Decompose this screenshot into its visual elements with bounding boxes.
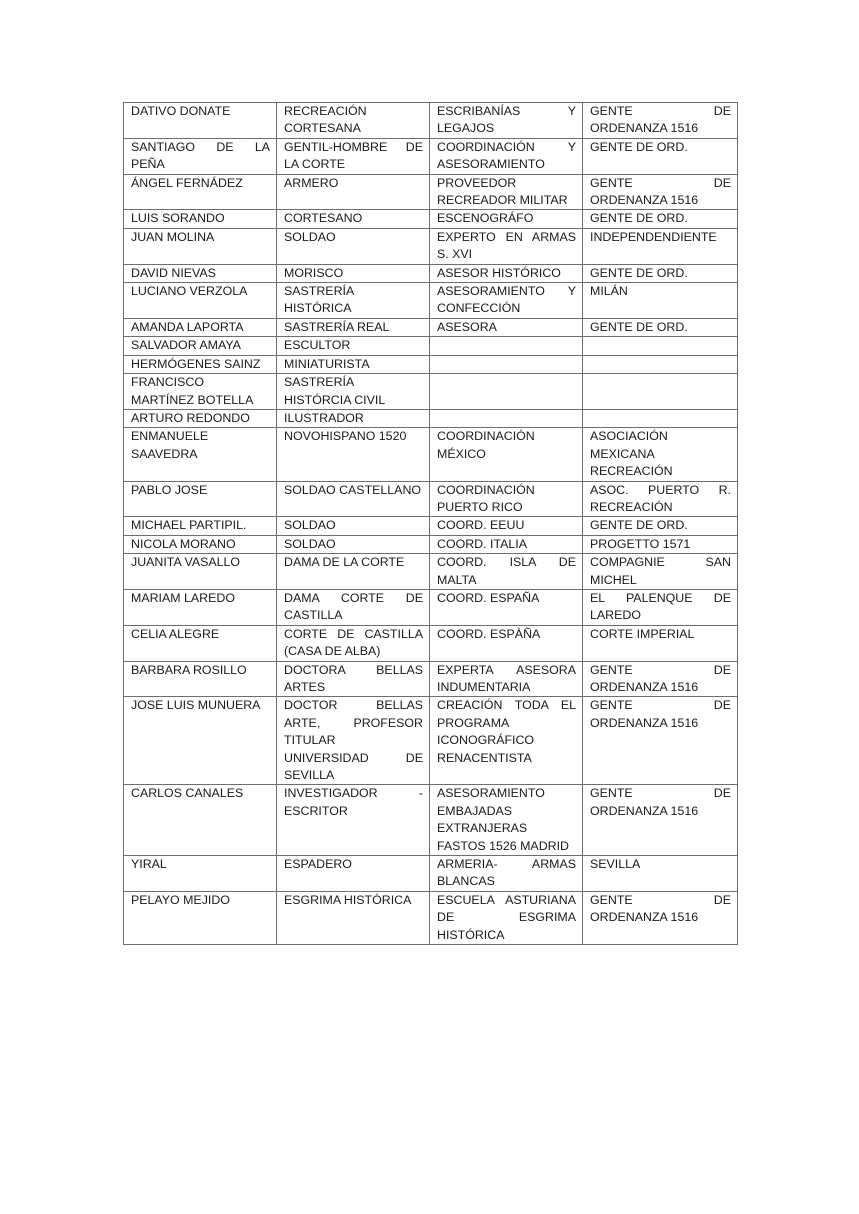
cell-group: GENTE DE ORDENANZA 1516 — [583, 661, 738, 697]
cell-function: ASESORA — [430, 318, 583, 336]
cell-name: YIRAL — [124, 856, 277, 892]
cell-name: NICOLA MORANO — [124, 535, 277, 553]
cell-function: CREACIÓN TODA EL PROGRAMA ICONOGRÁFICO RENACENTISTA — [430, 697, 583, 785]
cell-role: MORISCO — [277, 264, 430, 282]
table-row — [124, 481, 738, 517]
cell-role: INVESTIGADOR - ESCRITOR — [277, 785, 430, 856]
cell-name: CELIA ALEGRE — [124, 625, 277, 661]
cell-function: COORD. ISLA DE MALTA — [430, 554, 583, 590]
cell-group: GENTE DE ORDENANZA 1516 — [583, 785, 738, 856]
cell-name: AMANDA LAPORTA — [124, 318, 277, 336]
cell-role: SOLDAO CASTELLANO — [277, 481, 430, 517]
cell-group: GENTE DE ORDENANZA 1516 — [583, 891, 738, 944]
cell-name: CARLOS CANALES — [124, 785, 277, 856]
cell-role: RECREACIÓN CORTESANA — [277, 103, 430, 139]
cell-role: NOVOHISPANO 1520 — [277, 428, 430, 481]
participants-table — [123, 102, 738, 945]
cell-group: COMPAGNIE SAN MICHEL — [583, 554, 738, 590]
cell-role: SOLDAO — [277, 517, 430, 535]
table-row — [124, 355, 738, 373]
cell-group: GENTE DE ORDENANZA 1516 — [583, 103, 738, 139]
cell-function: ESCENOGRÁFO — [430, 210, 583, 228]
table-row — [124, 210, 738, 228]
cell-group: GENTE DE ORDENANZA 1516 — [583, 174, 738, 210]
cell-role: ESGRIMA HISTÓRICA — [277, 891, 430, 944]
cell-function: COORDINACIÓN MÉXICO — [430, 428, 583, 481]
cell-role: SASTRERÍA HISTÓRCIA CIVIL — [277, 374, 430, 410]
cell-function — [430, 374, 583, 410]
table-row — [124, 264, 738, 282]
cell-function: ASESORAMIENTO Y CONFECCIÓN — [430, 283, 583, 319]
cell-name: JUANITA VASALLO — [124, 554, 277, 590]
cell-role: DAMA DE LA CORTE — [277, 554, 430, 590]
cell-group: GENTE DE ORD. — [583, 517, 738, 535]
cell-group — [583, 374, 738, 410]
cell-name: FRANCISCO MARTÍNEZ BOTELLA — [124, 374, 277, 410]
table-row — [124, 856, 738, 892]
table-row — [124, 697, 738, 785]
cell-function — [430, 355, 583, 373]
cell-group — [583, 355, 738, 373]
table-row — [124, 517, 738, 535]
cell-group: PROGETTO 1571 — [583, 535, 738, 553]
cell-function: ESCUELA ASTURIANA DE ESGRIMA HISTÓRICA — [430, 891, 583, 944]
cell-role: DAMA CORTE DE CASTILLA — [277, 589, 430, 625]
cell-function: COORDINACIÓN PUERTO RICO — [430, 481, 583, 517]
cell-name: JUAN MOLINA — [124, 228, 277, 264]
cell-group: SEVILLA — [583, 856, 738, 892]
table-row — [124, 428, 738, 481]
cell-role: SASTRERÍA HISTÓRICA — [277, 283, 430, 319]
table-row — [124, 318, 738, 336]
cell-function: PROVEEDOR RECREADOR MILITAR — [430, 174, 583, 210]
cell-group: ASOCIACIÓN MEXICANA RECREACIÓN — [583, 428, 738, 481]
table-row — [124, 337, 738, 355]
cell-function: ASESOR HISTÓRICO — [430, 264, 583, 282]
cell-group — [583, 409, 738, 427]
cell-role: GENTIL-HOMBRE DE LA CORTE — [277, 138, 430, 174]
cell-name: SALVADOR AMAYA — [124, 337, 277, 355]
table-row — [124, 283, 738, 319]
cell-function — [430, 337, 583, 355]
cell-name: ENMANUELE SAAVEDRA — [124, 428, 277, 481]
cell-role: MINIATURISTA — [277, 355, 430, 373]
cell-role: SOLDAO — [277, 228, 430, 264]
cell-group: GENTE DE ORD. — [583, 210, 738, 228]
cell-function: COORD. EEUU — [430, 517, 583, 535]
cell-name: MARIAM LAREDO — [124, 589, 277, 625]
cell-role: ESPADERO — [277, 856, 430, 892]
cell-name: BARBARA ROSILLO — [124, 661, 277, 697]
cell-group — [583, 337, 738, 355]
cell-name: ÁNGEL FERNÁDEZ — [124, 174, 277, 210]
cell-function: ESCRIBANÍAS Y LEGAJOS — [430, 103, 583, 139]
cell-role: ARMERO — [277, 174, 430, 210]
cell-name: DAVID NIEVAS — [124, 264, 277, 282]
table-row — [124, 228, 738, 264]
cell-function: COORDINACIÓN Y ASESORAMIENTO — [430, 138, 583, 174]
cell-name: ARTURO REDONDO — [124, 409, 277, 427]
cell-function: COORD. ITALIA — [430, 535, 583, 553]
cell-name: JOSE LUIS MUNUERA — [124, 697, 277, 785]
cell-role: ESCULTOR — [277, 337, 430, 355]
cell-group: GENTE DE ORD. — [583, 138, 738, 174]
cell-role: ILUSTRADOR — [277, 409, 430, 427]
table-row — [124, 625, 738, 661]
cell-role: CORTESANO — [277, 210, 430, 228]
cell-group: GENTE DE ORD. — [583, 318, 738, 336]
cell-role: DOCTORA BELLAS ARTES — [277, 661, 430, 697]
cell-name: MICHAEL PARTIPIL. — [124, 517, 277, 535]
table-row — [124, 174, 738, 210]
cell-name: PABLO JOSE — [124, 481, 277, 517]
cell-group: MILÁN — [583, 283, 738, 319]
cell-group: GENTE DE ORD. — [583, 264, 738, 282]
cell-role: DOCTOR BELLAS ARTE, PROFESOR TITULAR UNIVERSIDAD DE SEVILLA — [277, 697, 430, 785]
cell-name: SANTIAGO DE LA PEÑA — [124, 138, 277, 174]
table-row — [124, 374, 738, 410]
cell-function: EXPERTO EN ARMAS S. XVI — [430, 228, 583, 264]
table-row — [124, 409, 738, 427]
cell-function: COORD. ESPAÑA — [430, 589, 583, 625]
cell-name: LUIS SORANDO — [124, 210, 277, 228]
table-row — [124, 891, 738, 944]
cell-group: EL PALENQUE DE LAREDO — [583, 589, 738, 625]
cell-role: CORTE DE CASTILLA (CASA DE ALBA) — [277, 625, 430, 661]
cell-name: PELAYO MEJIDO — [124, 891, 277, 944]
cell-function: ASESORAMIENTO EMBAJADAS EXTRANJERAS FASTOS 1526 MADRID — [430, 785, 583, 856]
table-row — [124, 535, 738, 553]
cell-function: COORD. ESPÀÑA — [430, 625, 583, 661]
cell-role: SASTRERÍA REAL — [277, 318, 430, 336]
table-row — [124, 103, 738, 139]
cell-group: INDEPENDENDIENTE — [583, 228, 738, 264]
cell-function: ARMERIA- ARMAS BLANCAS — [430, 856, 583, 892]
cell-name: HERMÓGENES SAINZ — [124, 355, 277, 373]
cell-group: ASOC. PUERTO R. RECREACIÓN — [583, 481, 738, 517]
cell-group: GENTE DE ORDENANZA 1516 — [583, 697, 738, 785]
table-row — [124, 661, 738, 697]
cell-function — [430, 409, 583, 427]
table-row — [124, 554, 738, 590]
table-row — [124, 138, 738, 174]
cell-name: DATIVO DONATE — [124, 103, 277, 139]
cell-name: LUCIANO VERZOLA — [124, 283, 277, 319]
cell-role: SOLDAO — [277, 535, 430, 553]
table-row — [124, 785, 738, 856]
table-row — [124, 589, 738, 625]
cell-group: CORTE IMPERIAL — [583, 625, 738, 661]
cell-function: EXPERTA ASESORA INDUMENTARIA — [430, 661, 583, 697]
